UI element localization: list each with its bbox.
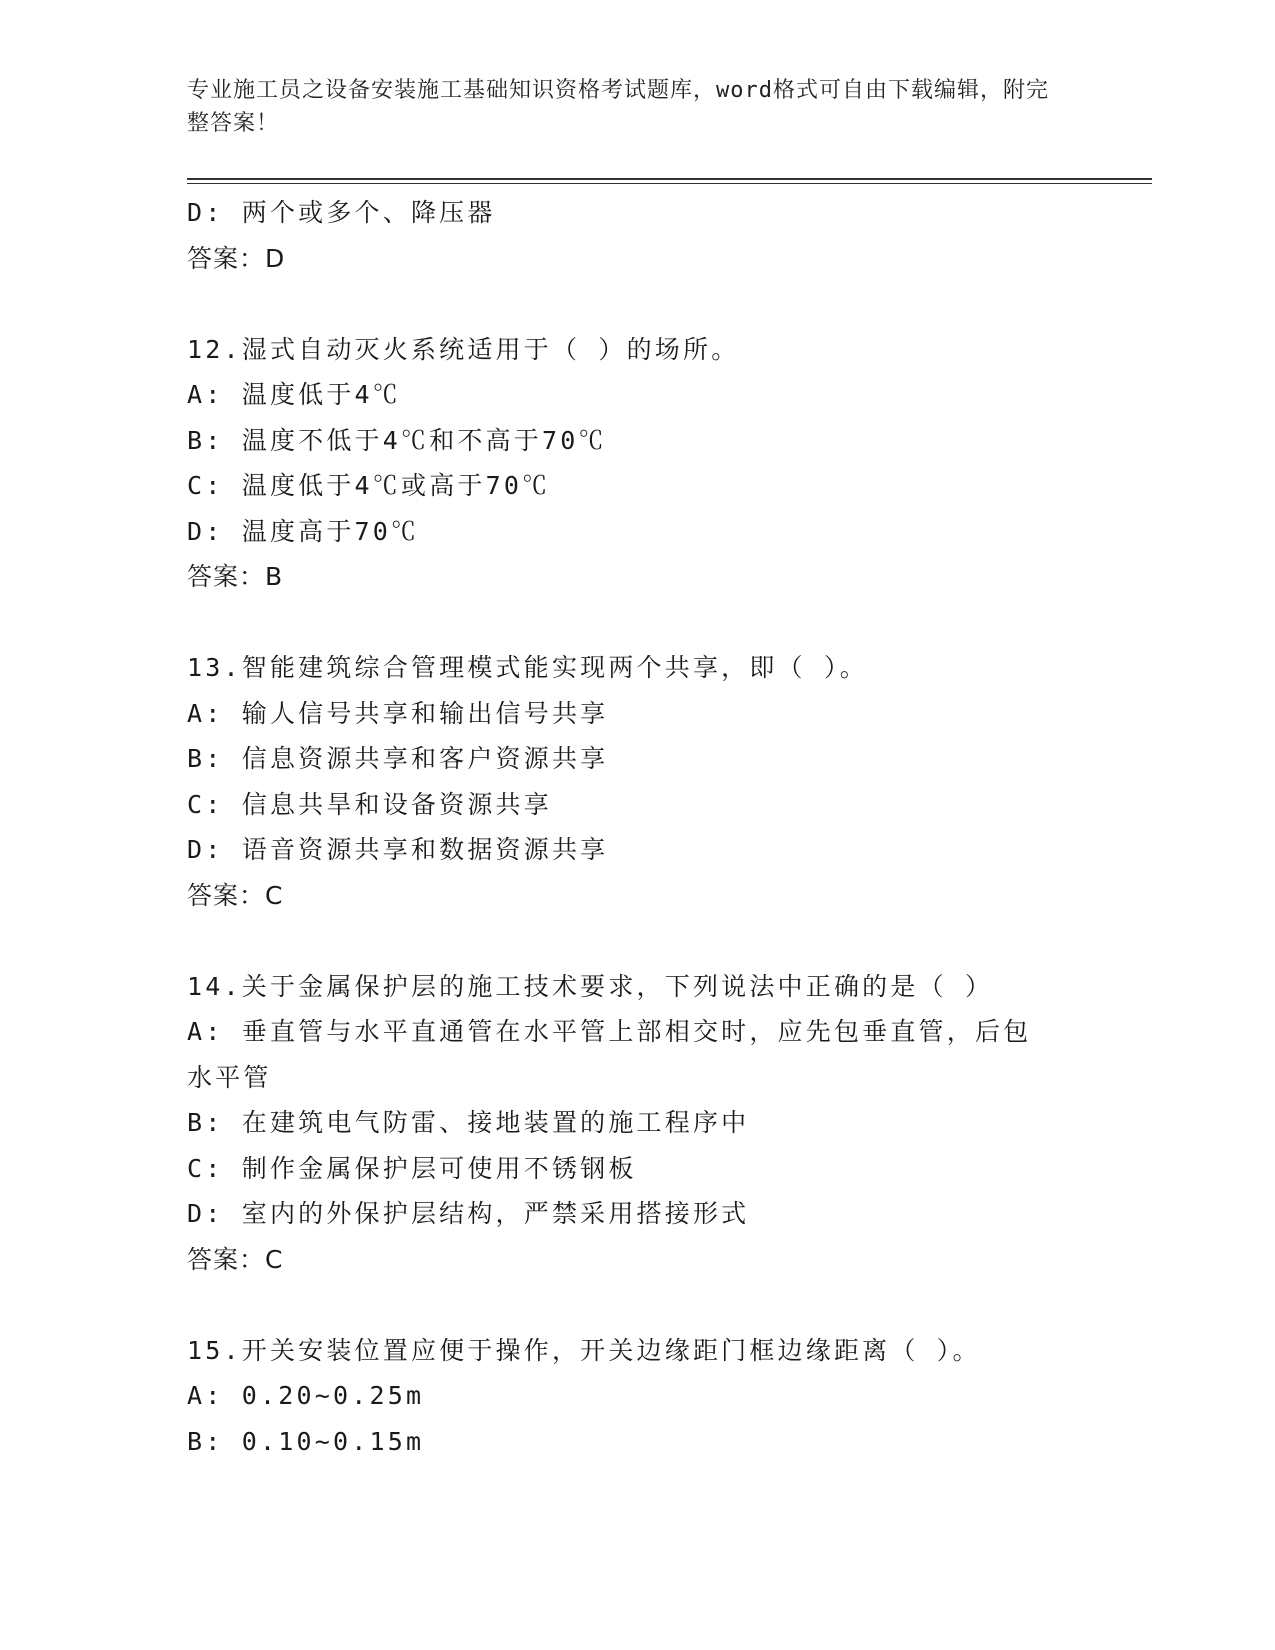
option-a: A: 垂直管与水平直通管在水平管上部相交时，应先包垂直管，后包水平管: [187, 1017, 1032, 1092]
question-block: [187, 190, 1087, 281]
answer: 答案：C: [187, 1244, 284, 1274]
question-block: [187, 327, 1087, 600]
question-text: 15.开关安装位置应便于操作，开关边缘距门框边缘距离（ ）。: [187, 1335, 981, 1365]
header-divider-thin: [187, 183, 1152, 184]
header-divider-thick: [187, 178, 1152, 180]
question-text: 12.湿式自动灭火系统适用于（ ）的场所。: [187, 334, 740, 364]
option-a: A: 输人信号共享和输出信号共享: [187, 698, 609, 728]
question-text: 14.关于金属保护层的施工技术要求，下列说法中正确的是（ ）: [187, 971, 994, 1001]
question-block: [187, 964, 1087, 1283]
option-d: D: 温度高于70℃: [187, 516, 420, 546]
option-c: C: 温度低于4℃或高于70℃: [187, 471, 551, 500]
answer: 答案：B: [187, 562, 284, 591]
option-d: D: 语音资源共享和数据资源共享: [187, 835, 609, 864]
question-list: [187, 190, 1087, 1464]
answer: 答案：C: [187, 880, 284, 910]
option-c: C: 信息共旱和设备资源共享: [187, 789, 552, 819]
option-b: B: 温度不低于4℃和不高于70℃: [187, 425, 607, 455]
option-b: B: 在建筑电气防雷、接地装置的施工程序中: [187, 1108, 750, 1137]
document-header: 专业施工员之设备安装施工基础知识资格考试题库，word格式可自由下载编辑，附完整答案！: [187, 78, 1049, 136]
question-block: [187, 645, 1087, 918]
option-a: A: 温度低于4℃: [187, 380, 402, 409]
answer: 答案：D: [187, 243, 286, 273]
option-b: B: 0.10~0.15m: [187, 1426, 425, 1456]
question-block: [187, 1328, 1087, 1465]
option-d: D: 两个或多个、降压器: [187, 198, 496, 227]
option-a: A: 0.20~0.25m: [187, 1381, 425, 1410]
option-b: B: 信息资源共享和客户资源共享: [187, 744, 609, 773]
question-text: 13.智能建筑综合管理模式能实现两个共享，即（ ）。: [187, 653, 868, 682]
option-d: D: 室内的外保护层结构，严禁采用搭接形式: [187, 1199, 750, 1228]
option-c: C: 制作金属保护层可使用不锈钢板: [187, 1153, 637, 1183]
